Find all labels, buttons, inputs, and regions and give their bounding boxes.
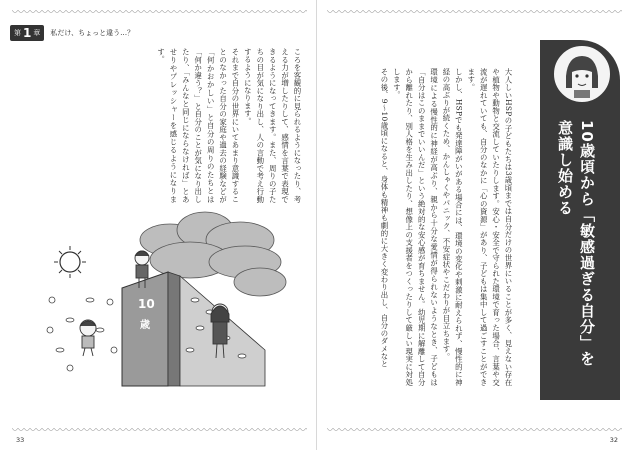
chapter-label: 第 (14, 29, 21, 37)
bottom-scallop-border (327, 428, 622, 432)
flower-doodles (47, 297, 117, 371)
author-portrait-icon (552, 44, 612, 104)
page-number-left: 33 (16, 436, 25, 444)
chapter-number: 1 (23, 26, 32, 40)
section-title: 10歳頃から「敏感過ぎる自分」を 意識し始める (556, 120, 596, 367)
chapter-suffix: 章 (33, 29, 41, 37)
right-page (317, 0, 634, 450)
chapter-badge (10, 25, 44, 41)
cliff-illustration (30, 200, 290, 390)
bottom-scallop-border (12, 428, 307, 432)
page-number-right: 32 (609, 436, 618, 444)
top-scallop-border (12, 10, 307, 14)
svg-text:10: 10 (138, 297, 155, 311)
chapter-tab (10, 24, 134, 42)
child-figure (80, 320, 96, 356)
svg-text:歳: 歳 (140, 320, 150, 331)
left-body-text: ころを客観的に見られるようになったり、考える力が増したりして、感情を言葉で表現できるようになってきます。また、周りの子たちの目が気になり出し、人の言動で考え行動するようになります。 それまで自分の世界にいてあまり意識することのなかった自分の家庭や過去の経験などが「何かおかしい」と自分の周りのたちとは「何か違う？」と自分のことが気になり出したり、「みんなと同じにならなければ」とあせりやプレッシャーを感じるようになります。 (156, 48, 302, 203)
chapter-title: 私だけ、ちょっと違う…？ (50, 29, 135, 37)
right-body-text: 大人しいHSPの子どもたちは3歳頃までは自分だけの世界にいることが多く、見えない存在や植物や動物と交流していたりします。安心・安全で守られた環境で育った場合、言葉や交流が遅れていても、自分のなかに「心の資源」があり、子どもは集中して過ごすことができます。 しかし、HSPでも発達障がいがある場合には、環境の変化や刺激に耐えられず、慢性的に神経の高ぶりが続くため、かんしゃくやパニック、不安症状やこだわりが目立ちます。 環境による慢性的に神経が高ぶり、親から十分な愛情が得られないようなとき、子どもは「自分はこのままでいいんだ」という絶対的な安心感が育ちません。幼児期に解離して自分から離れたり、別人格を生み出したり、想像上の支援者をつくったりして厳しい現実に対処します。 その後、9〜10歳頃になると、身体も精神も劇的に大きく変わり出し、自分のダメなと (379, 68, 513, 386)
section-title-box (540, 40, 620, 400)
sun-icon (54, 246, 86, 278)
top-scallop-border (327, 10, 622, 14)
